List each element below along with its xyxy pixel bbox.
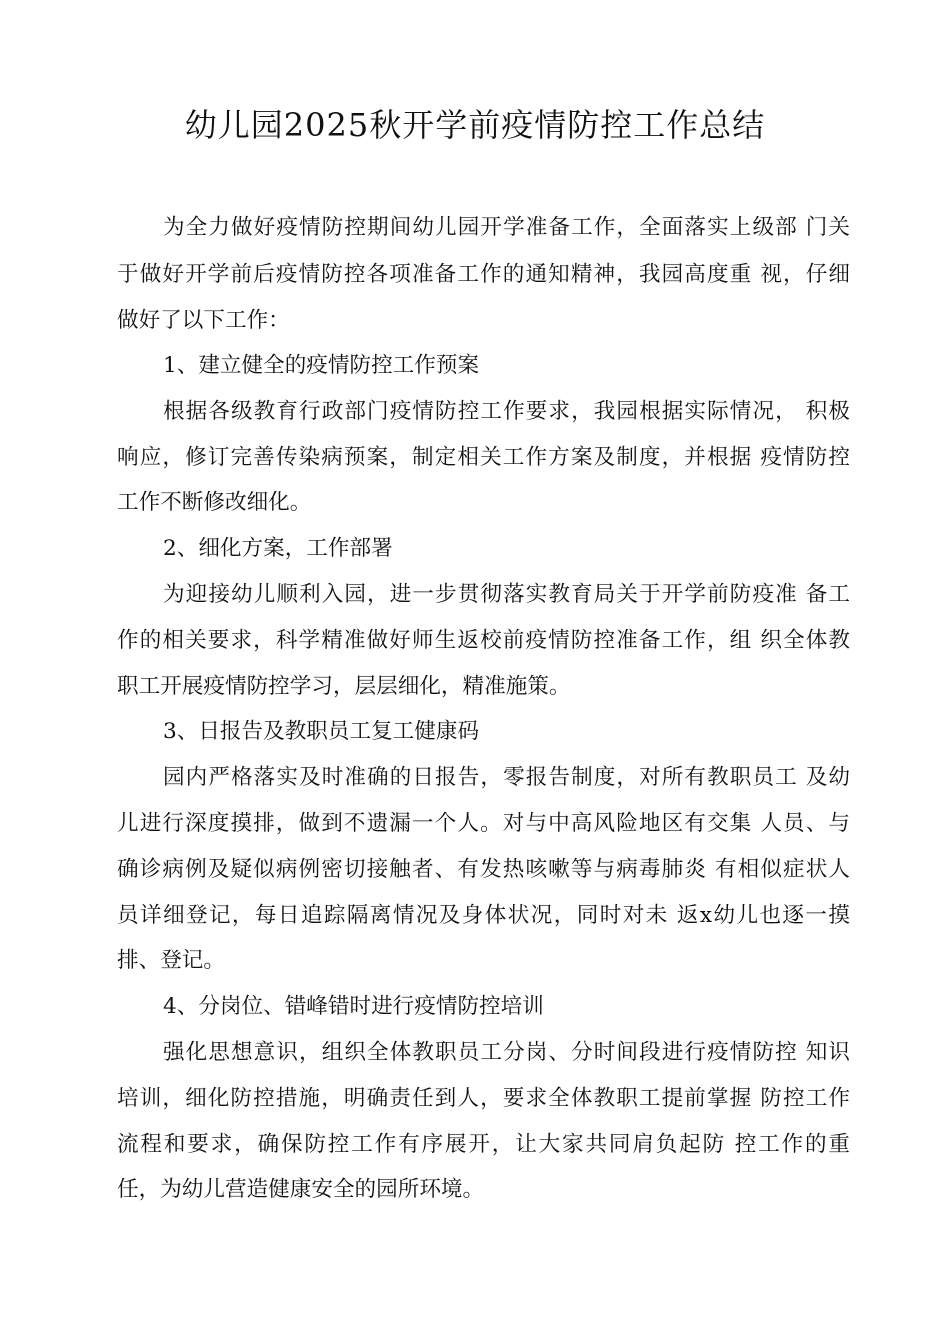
section-heading: 3、日报告及教职员工复工健康码	[163, 719, 480, 744]
paragraph-line: 工作不断修改细化。	[117, 490, 312, 515]
document-title: 幼儿园2025秋开学前疫情防控工作总结	[184, 106, 766, 144]
paragraph-line: 作的相关要求，科学精准做好师生返校前疫情防控准备工作，组 织全体教	[117, 628, 850, 653]
paragraph-line: 流程和要求，确保防控工作有序展开，让大家共同肩负起防 控工作的重	[117, 1132, 850, 1157]
paragraph-line: 确诊病例及疑似病例密切接触者、有发热咳嗽等与病毒肺炎 有相似症状人	[117, 857, 850, 882]
paragraph-line: 响应，修订完善传染病预案，制定相关工作方案及制度，并根据 疫情防控	[117, 445, 850, 470]
section-heading: 2、细化方案，工作部署	[163, 536, 393, 561]
paragraph-line: 园内严格落实及时准确的日报告，零报告制度，对所有教职员工 及幼	[163, 765, 850, 790]
paragraph-line: 员详细登记，每日追踪隔离情况及身体状况，同时对未 返x幼儿也逐一摸	[117, 903, 850, 928]
paragraph-line: 儿进行深度摸排，做到不遗漏一个人。对与中高风险地区有交集 人员、与	[117, 811, 850, 836]
section-heading: 4、分岗位、错峰错时进行疫情防控培训	[163, 994, 544, 1019]
paragraph-line: 职工开展疫情防控学习，层层细化，精准施策。	[117, 674, 571, 699]
section-heading: 1、建立健全的疫情防控工作预案	[163, 353, 480, 378]
paragraph-line: 强化思想意识，组织全体教职员工分岗、分时间段进行疫情防控 知识	[163, 1040, 850, 1065]
paragraph-line: 做好了以下工作：	[117, 308, 290, 333]
paragraph-line: 培训，细化防控措施，明确责任到人，要求全体教职工提前掌握 防控工作	[117, 1086, 850, 1111]
paragraph-line: 排、登记。	[117, 948, 225, 973]
paragraph-line: 任，为幼儿营造健康安全的园所环境。	[117, 1177, 485, 1202]
paragraph-line: 为迎接幼儿顺利入园，进一步贯彻落实教育局关于开学前防疫准 备工	[163, 582, 850, 607]
paragraph-line: 根据各级教育行政部门疫情防控工作要求，我园根据实际情况， 积极	[163, 399, 850, 424]
paragraph-line: 为全力做好疫情防控期间幼儿园开学准备工作，全面落实上级部 门关	[163, 215, 850, 240]
paragraph-line: 于做好开学前后疫情防控各项准备工作的通知精神，我园高度重 视，仔细	[117, 262, 850, 287]
